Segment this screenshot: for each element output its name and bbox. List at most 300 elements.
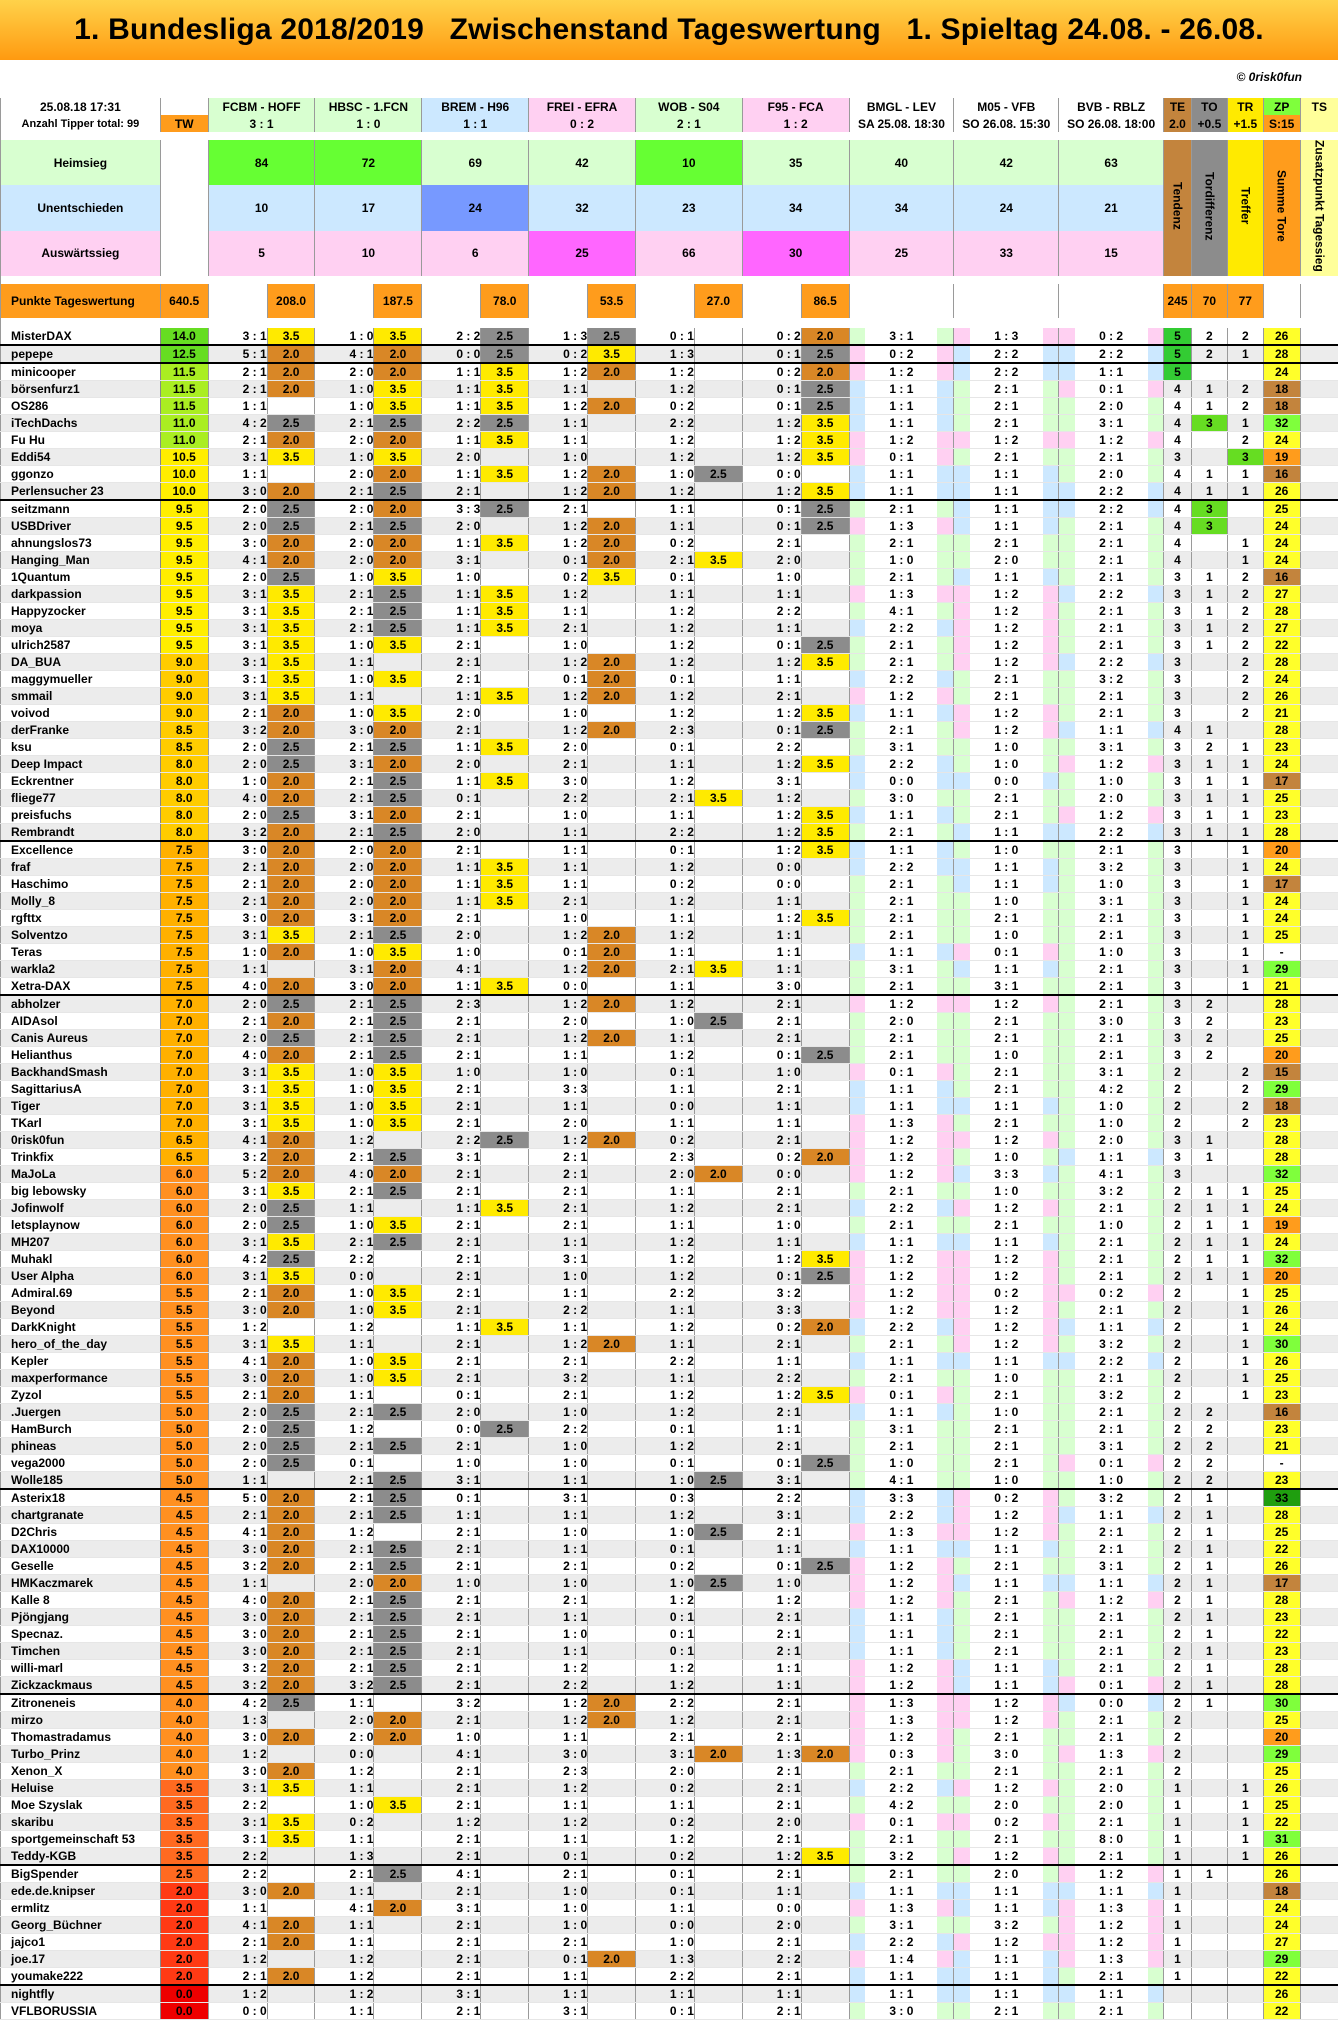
to-count: 1 (1191, 1216, 1227, 1233)
tip-upcoming: 1 : 3 (849, 585, 954, 602)
tip-points (588, 1301, 636, 1318)
to-count: 1 (1191, 823, 1227, 841)
tip-points: 2.0 (267, 1131, 315, 1148)
tip-points: 2.0 (374, 875, 422, 892)
tip-points (694, 363, 742, 381)
zusatzpunkt-label (1300, 140, 1338, 276)
tr-count: 1 (1227, 1847, 1263, 1865)
tip-points: 2.0 (374, 1728, 422, 1745)
tip-played: 2 : 1 (422, 909, 481, 926)
te-count: 1 (1164, 1967, 1192, 1985)
tip-played: 2 : 1 (208, 892, 267, 909)
tip-points (481, 482, 529, 500)
tip-played: 3 : 1 (208, 1097, 267, 1114)
tip-upcoming: 1 : 1 (849, 482, 954, 500)
tip-played: 2 : 0 (315, 534, 374, 551)
tip-played: 0 : 0 (635, 1097, 694, 1114)
tip-played: 1 : 1 (208, 465, 267, 482)
tip-played: 3 : 3 (422, 500, 481, 518)
tip-points: 2.0 (267, 1148, 315, 1165)
tagessieg-bonus (1300, 2002, 1338, 2019)
tip-played: 0 : 0 (315, 1267, 374, 1284)
tip-played: 4 : 1 (422, 1865, 481, 1883)
tip-played: 4 : 1 (422, 1745, 481, 1762)
tip-points (801, 875, 849, 892)
punkte-total: 640.5 (160, 284, 208, 318)
tip-points (481, 1625, 529, 1642)
tip-upcoming: 3 : 1 (1059, 1437, 1164, 1454)
tip-upcoming: 1 : 3 (1059, 1745, 1164, 1762)
tip-points (694, 1437, 742, 1454)
tip-upcoming: 2 : 1 (1059, 1813, 1164, 1830)
te-count: 3 (1164, 687, 1192, 704)
tip-points: 3.5 (267, 1267, 315, 1284)
tip-played: 1 : 0 (529, 704, 588, 721)
match-points: 78.0 (481, 284, 529, 318)
tip-upcoming: 2 : 1 (849, 1046, 954, 1063)
tip-points (588, 380, 636, 397)
tip-played: 1 : 0 (315, 1114, 374, 1131)
tagessieg-bonus (1300, 1046, 1338, 1063)
day-points: 7.5 (160, 909, 208, 926)
tagessieg-bonus (1300, 414, 1338, 431)
tip-upcoming: 1 : 3 (849, 1711, 954, 1728)
tip-played: 1 : 0 (315, 704, 374, 721)
tip-points (374, 1267, 422, 1284)
tip-played: 2 : 1 (208, 431, 267, 448)
tip-count-unent: 21 (1059, 185, 1164, 230)
tip-points: 2.5 (374, 1029, 422, 1046)
to-count (1191, 1386, 1227, 1403)
sum-goals: 27 (1263, 585, 1300, 602)
tip-played: 2 : 2 (529, 1301, 588, 1318)
tip-upcoming: 2 : 1 (954, 1080, 1059, 1097)
to-count (1191, 1369, 1227, 1386)
tagessieg-bonus (1300, 1199, 1338, 1216)
tip-upcoming: 2 : 2 (849, 858, 954, 875)
tip-upcoming: 1 : 0 (954, 755, 1059, 772)
tip-upcoming: 4 : 1 (849, 1471, 954, 1489)
te-count: 4 (1164, 397, 1192, 414)
tip-played: 3 : 1 (208, 1830, 267, 1847)
tip-points: 3.5 (801, 806, 849, 823)
tip-upcoming: 2 : 1 (1059, 1267, 1164, 1284)
tagessieg-bonus (1300, 1454, 1338, 1471)
tip-upcoming: 3 : 1 (1059, 738, 1164, 755)
tr-count: 2 (1227, 704, 1263, 721)
tip-points (588, 1250, 636, 1267)
tip-played: 1 : 2 (742, 653, 801, 670)
sum-goals: 30 (1263, 1335, 1300, 1352)
tagessieg-bonus (1300, 602, 1338, 619)
tip-played: 1 : 1 (529, 1540, 588, 1557)
player-name: HamBurch (1, 1420, 161, 1437)
tip-points: 2.5 (374, 602, 422, 619)
tip-points: 3.5 (481, 1318, 529, 1335)
tip-played: 2 : 1 (422, 1284, 481, 1301)
tip-played: 1 : 1 (635, 1335, 694, 1352)
player-name: fliege77 (1, 789, 161, 806)
tip-points (694, 1301, 742, 1318)
tip-played: 1 : 1 (315, 1830, 374, 1847)
tip-played: 4 : 0 (315, 1165, 374, 1182)
day-points: 9.0 (160, 670, 208, 687)
to-count (1191, 1950, 1227, 1967)
tip-points (481, 1540, 529, 1557)
tip-count-unent: 17 (315, 185, 422, 230)
tip-points: 3.5 (374, 328, 422, 345)
to-count: 2 (1191, 1403, 1227, 1420)
tip-played: 1 : 2 (529, 465, 588, 482)
tip-played: 1 : 2 (635, 636, 694, 653)
tip-played: 3 : 0 (742, 977, 801, 995)
tr-count: 1 (1227, 551, 1263, 568)
player-name: DarkKnight (1, 1318, 161, 1335)
tip-played: 2 : 1 (742, 1182, 801, 1199)
sum-goals: 19 (1263, 1216, 1300, 1233)
tip-played: 2 : 1 (529, 1865, 588, 1883)
day-points: 11.5 (160, 397, 208, 414)
day-points: 10.0 (160, 482, 208, 500)
tip-played: 2 : 1 (742, 1437, 801, 1454)
summe-tore-label (1263, 140, 1300, 276)
tip-played: 0 : 1 (635, 841, 694, 859)
tip-played: 2 : 1 (315, 1557, 374, 1574)
tip-upcoming: 2 : 1 (1059, 602, 1164, 619)
player-name: jajco1 (1, 1933, 161, 1950)
tip-points (374, 1779, 422, 1796)
tip-points (694, 1813, 742, 1830)
tip-played: 1 : 2 (742, 1250, 801, 1267)
tip-upcoming: 2 : 1 (954, 380, 1059, 397)
tip-upcoming: 2 : 1 (849, 1216, 954, 1233)
tip-points (801, 1301, 849, 1318)
tip-played: 1 : 2 (635, 1403, 694, 1420)
tip-played: 3 : 1 (208, 328, 267, 345)
tip-played: 2 : 2 (208, 1865, 267, 1883)
tip-played: 3 : 1 (208, 1813, 267, 1830)
tip-upcoming: 1 : 2 (849, 1131, 954, 1148)
tip-points (374, 1950, 422, 1967)
player-name: Perlensucher 23 (1, 482, 161, 500)
tip-count-aus: 5 (208, 231, 315, 276)
day-points: 6.0 (160, 1165, 208, 1182)
tip-played: 3 : 1 (742, 1471, 801, 1489)
day-points: 5.0 (160, 1437, 208, 1454)
day-points: 4.5 (160, 1523, 208, 1540)
sum-goals: 26 (1263, 687, 1300, 704)
tr-count: 2 (1227, 1080, 1263, 1097)
te-count: 3 (1164, 789, 1192, 806)
tip-played: 4 : 1 (208, 1131, 267, 1148)
sum-goals: 28 (1263, 1659, 1300, 1676)
tip-upcoming: 1 : 3 (1059, 1950, 1164, 1967)
tip-points: 2.0 (588, 943, 636, 960)
to-count: 1 (1191, 1250, 1227, 1267)
tip-points: 2.0 (374, 1165, 422, 1182)
tip-upcoming: 2 : 1 (954, 687, 1059, 704)
tip-played: 3 : 0 (208, 1762, 267, 1779)
tip-upcoming: 2 : 1 (1059, 2002, 1164, 2019)
to-count (1191, 1779, 1227, 1796)
tip-played: 2 : 2 (635, 414, 694, 431)
player-name: sportgemeinschaft 53 (1, 1830, 161, 1847)
tr-count: 1 (1227, 1267, 1263, 1284)
te-count: 2 (1164, 1420, 1192, 1437)
tip-upcoming: 1 : 0 (849, 551, 954, 568)
tip-upcoming: 0 : 1 (849, 1813, 954, 1830)
tip-points: 3.5 (481, 687, 529, 704)
te-count: 1 (1164, 1813, 1192, 1830)
tr-count (1227, 1642, 1263, 1659)
tip-played: 2 : 0 (208, 755, 267, 772)
tr-count: 1 (1227, 823, 1263, 841)
tagessieg-bonus (1300, 995, 1338, 1013)
tip-played: 1 : 0 (208, 772, 267, 789)
tip-points (481, 1250, 529, 1267)
tip-points: 2.0 (374, 721, 422, 738)
tip-points: 3.5 (481, 380, 529, 397)
tip-played: 3 : 1 (315, 960, 374, 977)
tip-played: 0 : 1 (635, 1625, 694, 1642)
player-name: Eddi54 (1, 448, 161, 465)
tip-played: 3 : 3 (742, 1301, 801, 1318)
tip-played: 1 : 1 (529, 1506, 588, 1523)
tip-points: 2.0 (588, 465, 636, 482)
to-count: 2 (1191, 1046, 1227, 1063)
tip-points (801, 1165, 849, 1182)
tip-played: 2 : 1 (315, 1489, 374, 1507)
te-count: 2 (1164, 1728, 1192, 1745)
player-name: ksu (1, 738, 161, 755)
tip-upcoming: 3 : 2 (1059, 1182, 1164, 1199)
tip-played: 2 : 1 (422, 1540, 481, 1557)
tip-played: 0 : 1 (635, 1420, 694, 1437)
tip-points (374, 1335, 422, 1352)
sum-goals: 29 (1263, 1080, 1300, 1097)
te-count: 2 (1164, 1523, 1192, 1540)
tip-points (801, 1199, 849, 1216)
tagessieg-bonus (1300, 1523, 1338, 1540)
tip-points: 2.0 (267, 1882, 315, 1899)
day-points: 5.0 (160, 1420, 208, 1437)
tip-points (694, 1779, 742, 1796)
tip-upcoming: 1 : 1 (954, 1950, 1059, 1967)
tip-points (481, 1489, 529, 1507)
player-name: BigSpender (1, 1865, 161, 1883)
tip-upcoming: 1 : 2 (1059, 1933, 1164, 1950)
tip-points (694, 1420, 742, 1437)
tip-played: 0 : 1 (742, 1454, 801, 1471)
tip-upcoming: 3 : 2 (1059, 1335, 1164, 1352)
tip-played: 0 : 2 (315, 1813, 374, 1830)
tip-upcoming: 2 : 1 (849, 823, 954, 841)
tip-upcoming: 0 : 2 (954, 1813, 1059, 1830)
tip-upcoming: 1 : 1 (1059, 1574, 1164, 1591)
tip-played: 1 : 1 (422, 1199, 481, 1216)
header-date: 25.08.18 17:31 (1, 98, 161, 115)
tip-points (801, 1403, 849, 1420)
te-count: 4 (1164, 465, 1192, 482)
te-count: 4 (1164, 380, 1192, 397)
to-count: 3 (1191, 500, 1227, 518)
tip-points (801, 772, 849, 789)
te-count: 2 (1164, 1437, 1192, 1454)
te-count: 2 (1164, 1489, 1192, 1507)
sum-goals: 24 (1263, 858, 1300, 875)
tip-upcoming: 1 : 1 (954, 1967, 1059, 1985)
to-count (1191, 1882, 1227, 1899)
tip-played: 1 : 2 (635, 858, 694, 875)
tip-points (588, 1080, 636, 1097)
tip-upcoming: 2 : 1 (849, 892, 954, 909)
tip-points (694, 534, 742, 551)
tagessieg-bonus (1300, 1182, 1338, 1199)
tip-upcoming: 2 : 1 (954, 1454, 1059, 1471)
tip-played: 2 : 1 (315, 482, 374, 500)
tip-upcoming: 3 : 3 (954, 1165, 1059, 1182)
tagessieg-bonus (1300, 738, 1338, 755)
player-name: .Juergen (1, 1403, 161, 1420)
match-pair: WOB - S04 (635, 98, 742, 115)
to-count (1191, 704, 1227, 721)
tip-played: 2 : 1 (315, 823, 374, 841)
tagessieg-bonus (1300, 909, 1338, 926)
tip-upcoming: 1 : 2 (849, 363, 954, 381)
tip-played: 2 : 1 (208, 1967, 267, 1985)
tip-played: 2 : 1 (529, 1386, 588, 1403)
tagessieg-bonus (1300, 755, 1338, 772)
match-result: 2 : 1 (635, 115, 742, 132)
tip-played: 3 : 2 (208, 721, 267, 738)
tip-points: 3.5 (801, 414, 849, 431)
tip-played: 2 : 1 (315, 1506, 374, 1523)
tagessieg-bonus (1300, 1335, 1338, 1352)
tip-upcoming: 2 : 2 (849, 670, 954, 687)
player-name: letsplaynow (1, 1216, 161, 1233)
tip-played: 1 : 0 (529, 806, 588, 823)
tip-played: 0 : 2 (742, 328, 801, 345)
tip-upcoming: 2 : 1 (849, 1335, 954, 1352)
tip-upcoming: 1 : 2 (849, 1728, 954, 1745)
player-name: Solventzo (1, 926, 161, 943)
tip-played: 1 : 1 (422, 585, 481, 602)
tip-points: 3.5 (801, 653, 849, 670)
to-count (1191, 1301, 1227, 1318)
tip-played: 1 : 1 (315, 687, 374, 704)
tip-upcoming: 1 : 1 (849, 1352, 954, 1369)
player-name: User Alpha (1, 1267, 161, 1284)
te-count: 2 (1164, 1063, 1192, 1080)
tip-points: 2.0 (588, 653, 636, 670)
tip-played: 1 : 0 (529, 1574, 588, 1591)
tip-upcoming: 0 : 2 (954, 1489, 1059, 1507)
tip-points (694, 875, 742, 892)
to-count (1191, 858, 1227, 875)
tip-points: 2.5 (374, 1506, 422, 1523)
tip-points: 3.5 (481, 602, 529, 619)
tip-points (694, 431, 742, 448)
tip-points: 2.0 (588, 517, 636, 534)
tip-points (374, 1250, 422, 1267)
tip-upcoming: 1 : 2 (1059, 431, 1164, 448)
to-count: 1 (1191, 602, 1227, 619)
tip-points: 2.0 (588, 926, 636, 943)
tip-points: 2.0 (267, 1540, 315, 1557)
tip-points (694, 1933, 742, 1950)
tip-played: 2 : 1 (742, 1728, 801, 1745)
tagessieg-bonus (1300, 1029, 1338, 1046)
tip-upcoming: 2 : 1 (954, 1591, 1059, 1608)
tip-points (374, 1694, 422, 1712)
tagessieg-bonus (1300, 1830, 1338, 1847)
match-result: 1 : 1 (422, 115, 529, 132)
tip-played: 2 : 1 (208, 1284, 267, 1301)
day-points: 7.5 (160, 926, 208, 943)
tip-played: 2 : 0 (422, 448, 481, 465)
tip-points (588, 619, 636, 636)
tip-played: 2 : 2 (315, 1250, 374, 1267)
tip-played: 4 : 0 (208, 789, 267, 806)
match-pair: HBSC - 1.FCN (315, 98, 422, 115)
tr-count (1227, 1420, 1263, 1437)
tip-played: 2 : 2 (529, 1676, 588, 1694)
tip-played: 2 : 1 (742, 2002, 801, 2019)
te-count: 1 (1164, 1865, 1192, 1883)
tagessieg-bonus (1300, 585, 1338, 602)
player-name: Georg_Büchner (1, 1916, 161, 1933)
tip-points: 3.5 (267, 653, 315, 670)
tip-played: 2 : 1 (315, 1233, 374, 1250)
tip-played: 3 : 0 (208, 1540, 267, 1557)
tip-upcoming: 2 : 1 (954, 1012, 1059, 1029)
tip-played: 3 : 1 (422, 1471, 481, 1489)
to-count: 1 (1191, 721, 1227, 738)
day-points: 4.0 (160, 1694, 208, 1712)
tip-played: 3 : 1 (208, 1182, 267, 1199)
tip-points (694, 1097, 742, 1114)
tip-points: 2.5 (374, 1865, 422, 1883)
tip-played: 1 : 2 (635, 1267, 694, 1284)
tip-played: 1 : 0 (422, 943, 481, 960)
tr-count: 1 (1227, 909, 1263, 926)
tr-count: 1 (1227, 1199, 1263, 1216)
tip-upcoming: 1 : 2 (849, 687, 954, 704)
sum-goals: 28 (1263, 1131, 1300, 1148)
player-name: willi-marl (1, 1659, 161, 1676)
tip-points: 2.0 (267, 1967, 315, 1985)
tip-played: 2 : 1 (422, 1301, 481, 1318)
tip-played: 2 : 0 (742, 1813, 801, 1830)
tip-upcoming: 2 : 2 (1059, 823, 1164, 841)
tip-points (588, 1574, 636, 1591)
tip-upcoming: 3 : 2 (1059, 1489, 1164, 1507)
tip-played: 2 : 0 (315, 1711, 374, 1728)
to-count: 1 (1191, 1608, 1227, 1625)
tip-points (801, 2002, 849, 2019)
te-count: 3 (1164, 1012, 1192, 1029)
tr-count (1227, 1403, 1263, 1420)
tr-count: 1 (1227, 1335, 1263, 1352)
tip-points: 2.5 (481, 414, 529, 431)
tr-count: 1 (1227, 534, 1263, 551)
tip-points: 2.5 (801, 345, 849, 363)
tip-played: 0 : 2 (635, 1847, 694, 1865)
tip-played: 2 : 1 (742, 995, 801, 1013)
tip-upcoming: 2 : 1 (1059, 636, 1164, 653)
tip-played: 2 : 0 (208, 1199, 267, 1216)
sum-goals: 21 (1263, 1437, 1300, 1454)
